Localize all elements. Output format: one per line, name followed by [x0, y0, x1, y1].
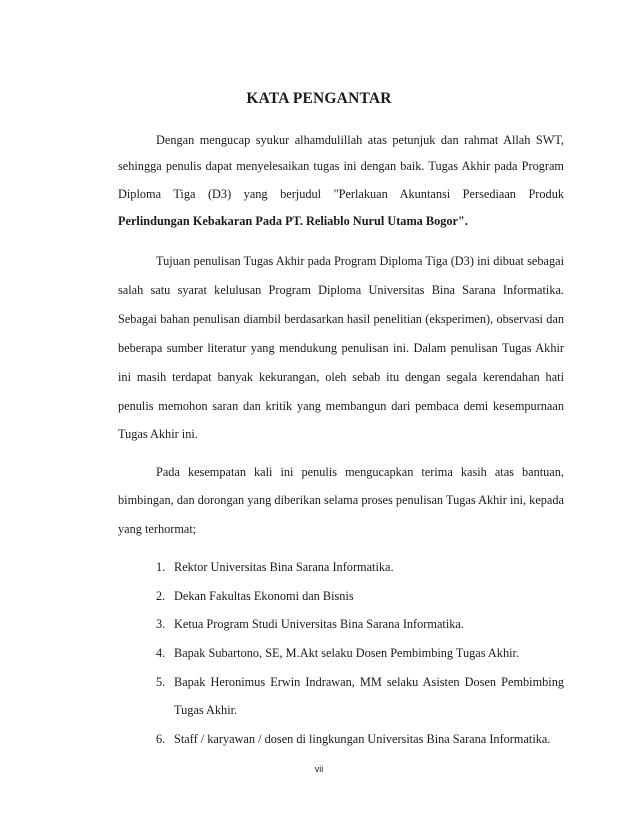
- paragraph-line-title-bold: Perlindungan Kebakaran Pada PT. Reliablo Nurul Utama Bogor".: [118, 214, 468, 228]
- paragraph-line: yang terhormat;: [118, 522, 197, 536]
- paragraph-line: penulis memohon saran dan kritik yang membangun dari pembaca demi kesempurnaan: [118, 399, 564, 413]
- paragraph-line: Sebagai bahan penulisan diambil berdasarkan hasil penelitian (eksperimen), observasi dan: [118, 312, 564, 326]
- list-number: 2.: [156, 589, 166, 603]
- list-number: 4.: [156, 646, 166, 660]
- paragraph-line: sehingga penulis dapat menyelesaikan tugas ini dengan baik. Tugas Akhir pada Program: [118, 159, 564, 173]
- paragraph-line: Tugas Akhir ini.: [118, 427, 198, 441]
- list-number: 6.: [156, 732, 166, 746]
- list-text-continuation: Tugas Akhir.: [174, 703, 238, 717]
- paragraph-line: Pada kesempatan kali ini penulis mengucapkan terima kasih atas bantuan,: [156, 465, 564, 479]
- paragraph-line: Dengan mengucap syukur alhamdulillah atas petunjuk dan rahmat Allah SWT,: [156, 133, 564, 147]
- paragraph-line: beberapa sumber literatur yang mendukung penulisan ini. Dalam penulisan Tugas Akhir: [118, 341, 564, 355]
- paragraph-line: Diploma Tiga (D3) yang berjudul "Perlakuan Akuntansi Persediaan Produk: [118, 187, 564, 201]
- list-text: Bapak Heronimus Erwin Indrawan, MM selaku Asisten Dosen Pembimbing: [174, 675, 564, 689]
- paragraph-line: Tujuan penulisan Tugas Akhir pada Program Diploma Tiga (D3) ini dibuat sebagai: [156, 254, 564, 268]
- list-number: 1.: [156, 560, 166, 574]
- list-number: 3.: [156, 617, 166, 631]
- list-text: Dekan Fakultas Ekonomi dan Bisnis: [174, 589, 354, 603]
- list-text: Staff / karyawan / dosen di lingkungan Universitas Bina Sarana Informatika.: [174, 732, 551, 746]
- paragraph-line: ini masih terdapat banyak kekurangan, oleh sebab itu dengan segala kerendahan hati: [118, 370, 564, 384]
- page-title: KATA PENGANTAR: [246, 90, 392, 107]
- page-number: vii: [314, 764, 324, 774]
- list-text: Ketua Program Studi Universitas Bina Sarana Informatika.: [174, 617, 464, 631]
- list-text: Bapak Subartono, SE, M.Akt selaku Dosen Pembimbing Tugas Akhir.: [174, 646, 520, 660]
- paragraph-line: salah satu syarat kelulusan Program Diploma Universitas Bina Sarana Informatika.: [118, 283, 564, 297]
- list-text: Rektor Universitas Bina Sarana Informatika.: [174, 560, 394, 574]
- paragraph-line: bimbingan, dan dorongan yang diberikan selama proses penulisan Tugas Akhir ini, kepada: [118, 493, 564, 507]
- list-number: 5.: [156, 675, 166, 689]
